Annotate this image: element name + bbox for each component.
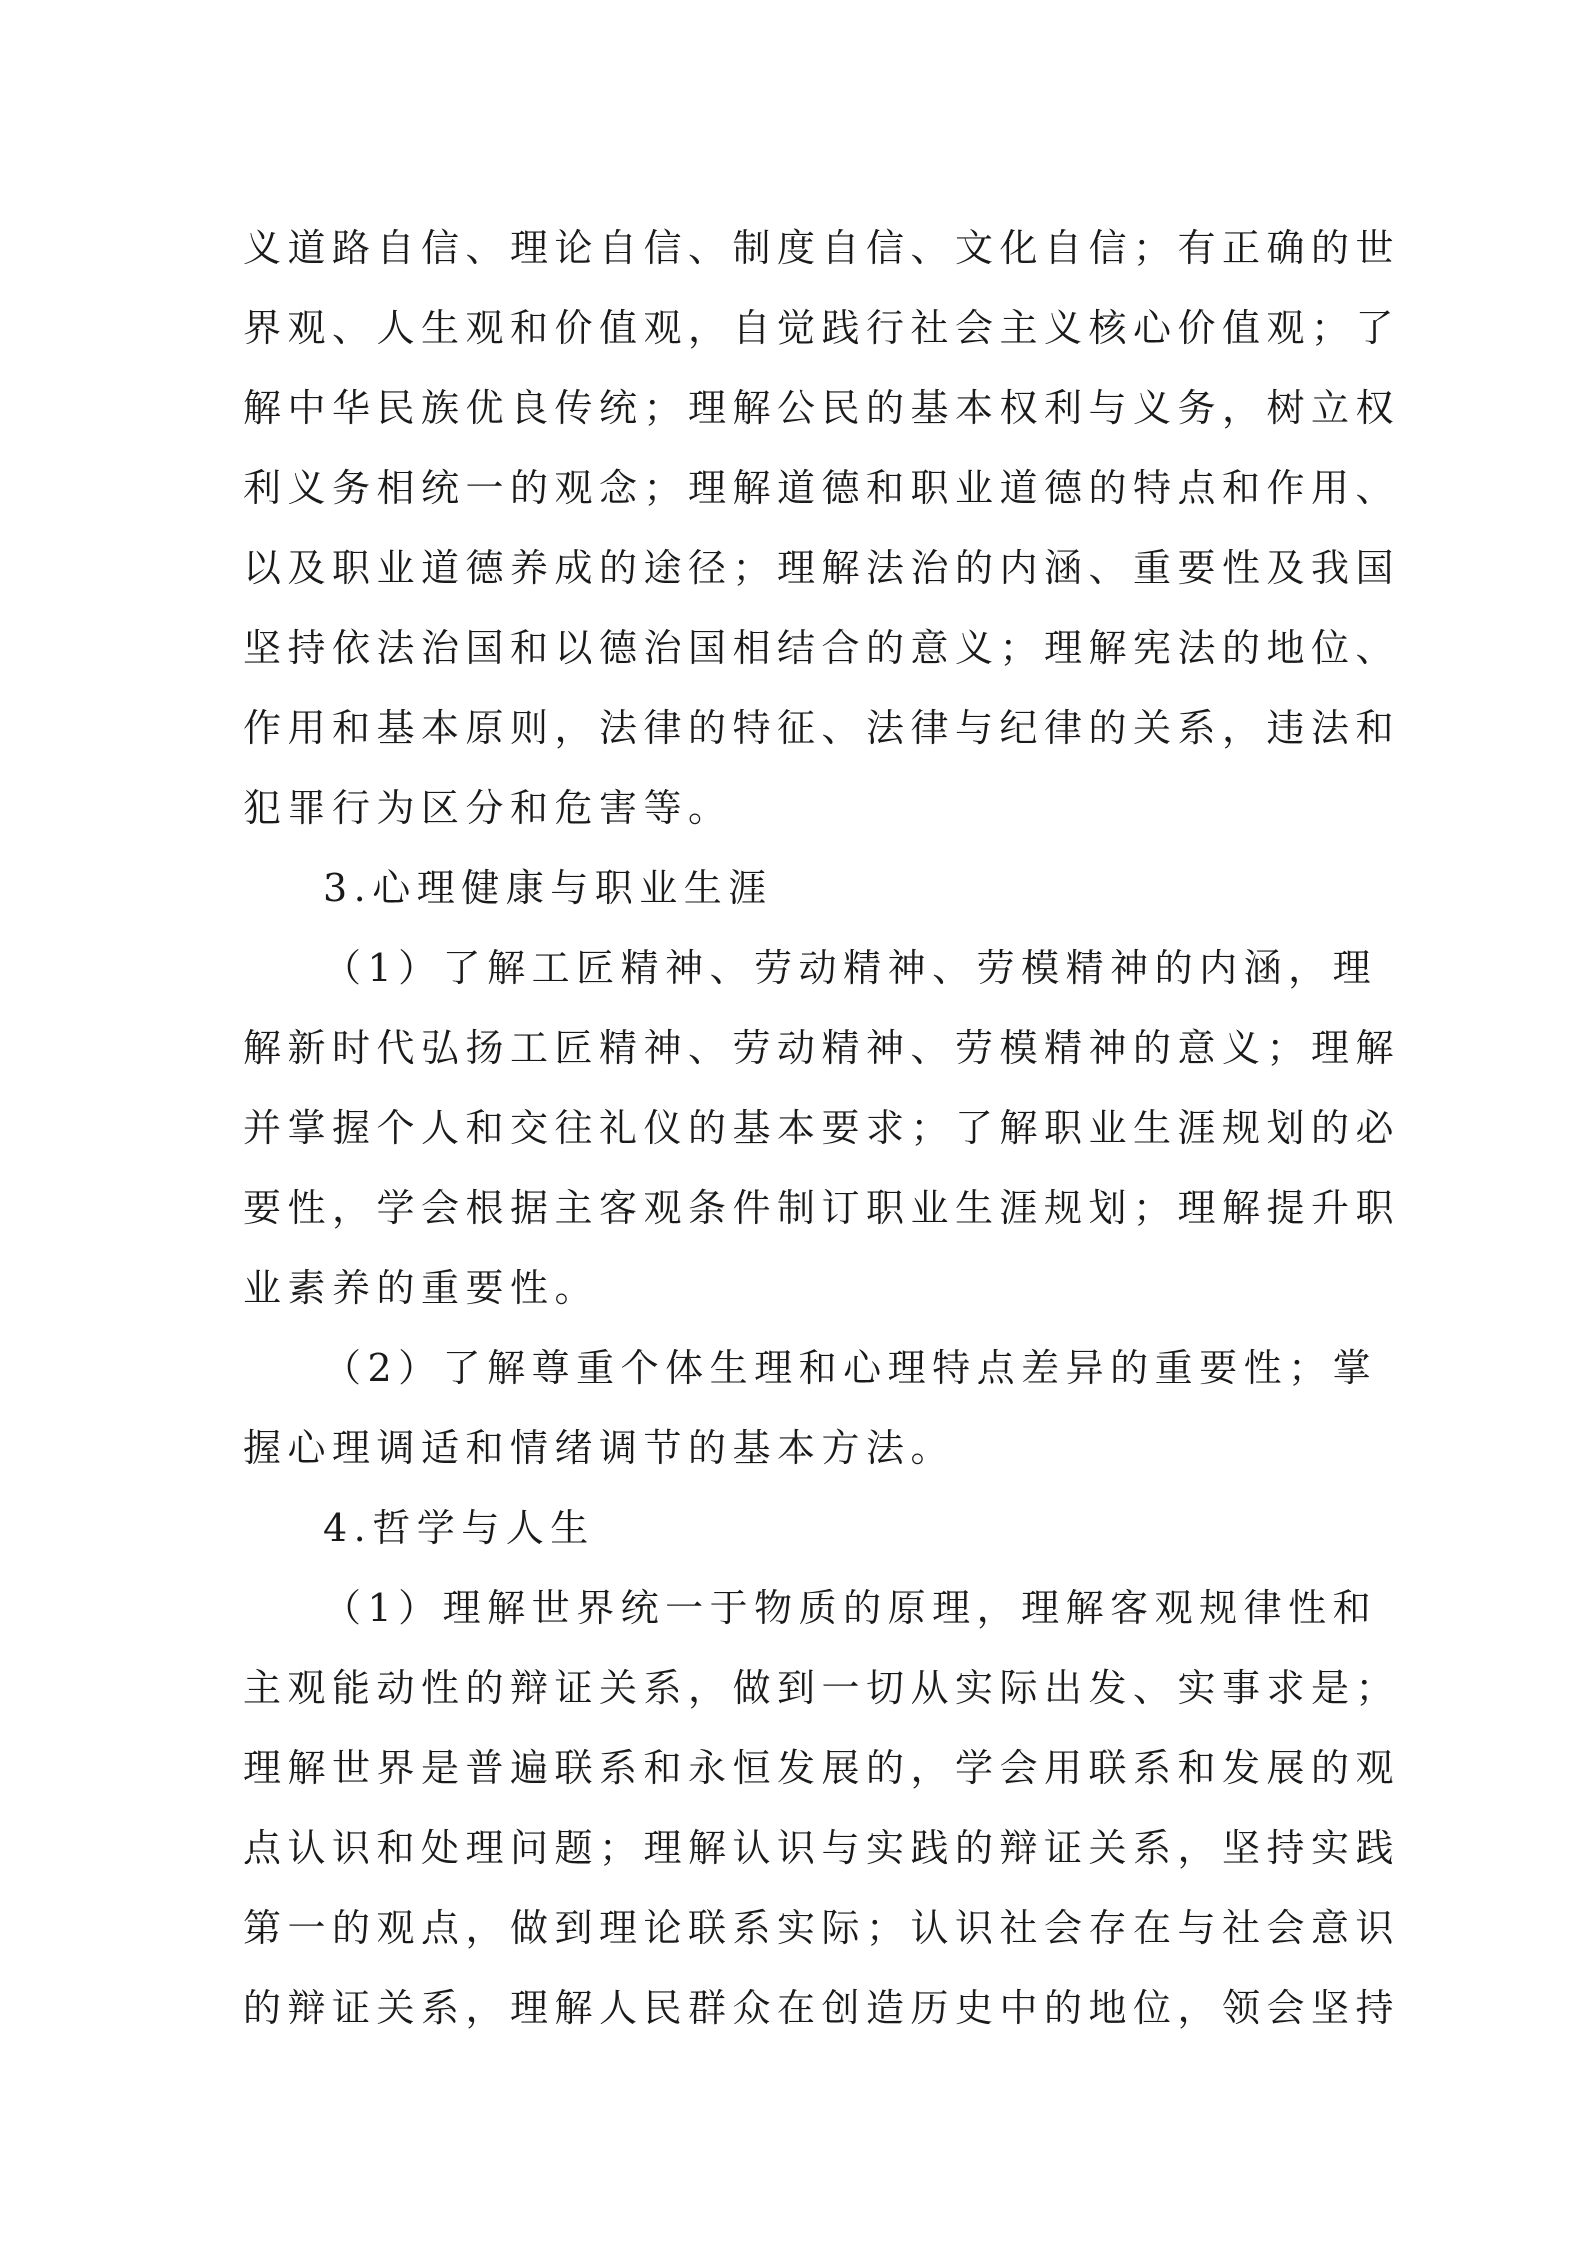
text-line: 界观、人生观和价值观，自觉践行社会主义核心价值观；了: [243, 306, 1401, 350]
text-line: 解中华民族优良传统；理解公民的基本权利与义务，树立权: [243, 386, 1401, 430]
text-line: 犯罪行为区分和危害等。: [243, 786, 733, 830]
text-line: 第一的观点，做到理论联系实际；认识社会存在与社会意识: [243, 1906, 1401, 1950]
text-line: 坚持依法治国和以德治国相结合的意义；理解宪法的地位、: [243, 626, 1401, 670]
text-line: 理解世界是普遍联系和永恒发展的，学会用联系和发展的观: [243, 1746, 1401, 1790]
text-line: 主观能动性的辩证关系，做到一切从实际出发、实事求是；: [243, 1666, 1401, 1710]
text-line: 要性，学会根据主客观条件制订职业生涯规划；理解提升职: [243, 1186, 1401, 1230]
text-line: 作用和基本原则，法律的特征、法律与纪律的关系，违法和: [243, 706, 1401, 750]
document-body: [243, 208, 1401, 2048]
text-line: 的辩证关系，理解人民群众在创造历史中的地位，领会坚持: [243, 1986, 1401, 2030]
text-line: 解新时代弘扬工匠精神、劳动精神、劳模精神的意义；理解: [243, 1026, 1401, 1070]
text-line: 点认识和处理问题；理解认识与实践的辩证关系，坚持实践: [243, 1826, 1401, 1870]
paragraph-start: （1）理解世界统一于物质的原理，理解客观规律性和: [323, 1586, 1378, 1630]
text-line: 利义务相统一的观念；理解道德和职业道德的特点和作用、: [243, 466, 1401, 510]
section-heading-4: 4.哲学与人生: [323, 1506, 595, 1550]
text-line: 并掌握个人和交往礼仪的基本要求；了解职业生涯规划的必: [243, 1106, 1401, 1150]
text-line: 业素养的重要性。: [243, 1266, 600, 1310]
paragraph-start: （2）了解尊重个体生理和心理特点差异的重要性；掌: [323, 1346, 1378, 1390]
paragraph-start: （1）了解工匠精神、劳动精神、劳模精神的内涵，理: [323, 946, 1378, 990]
text-line: 握心理调适和情绪调节的基本方法。: [243, 1426, 956, 1470]
text-line: 义道路自信、理论自信、制度自信、文化自信；有正确的世: [243, 226, 1401, 270]
text-line: 以及职业道德养成的途径；理解法治的内涵、重要性及我国: [243, 546, 1401, 590]
section-heading-3: 3.心理健康与职业生涯: [323, 866, 773, 910]
